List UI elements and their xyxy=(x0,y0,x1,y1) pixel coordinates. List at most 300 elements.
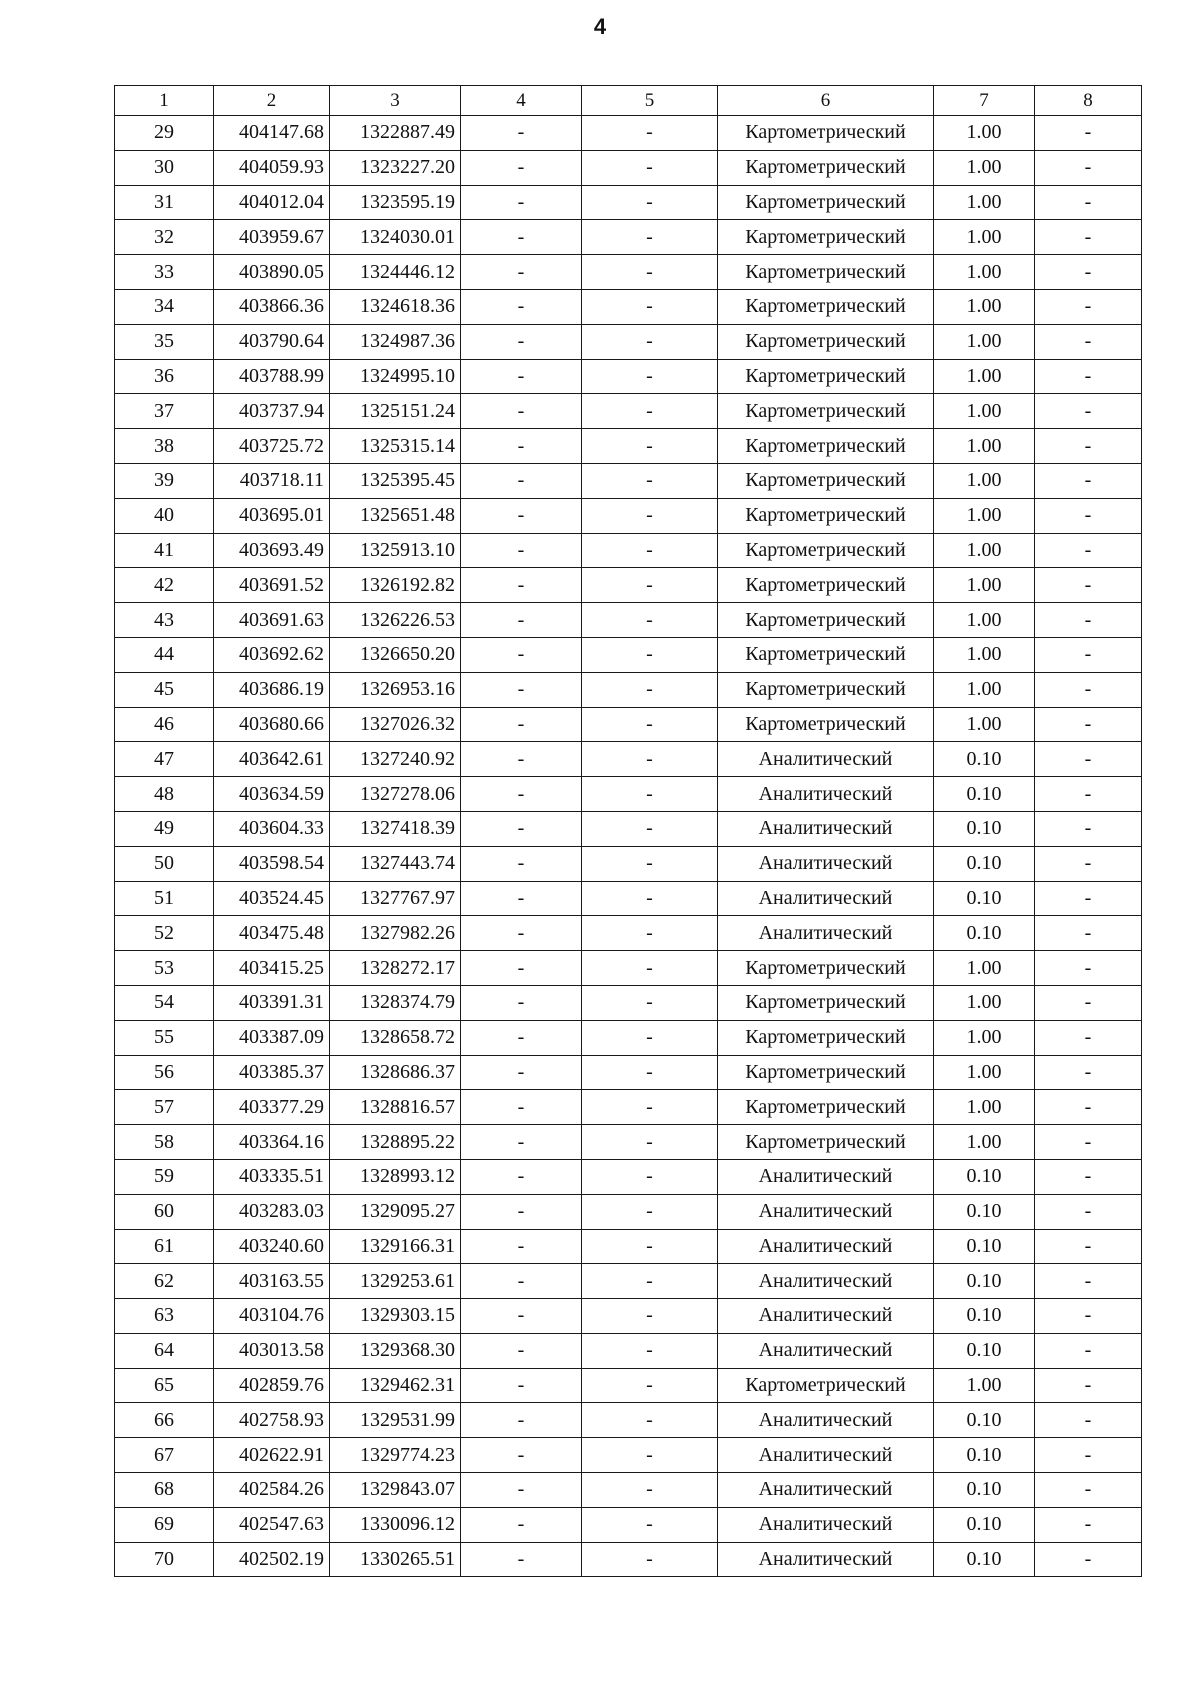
col-4-cell: - xyxy=(461,846,582,881)
accuracy-cell: 1.00 xyxy=(934,255,1035,290)
accuracy-cell: 1.00 xyxy=(934,568,1035,603)
y-coordinate-cell: 1328816.57 xyxy=(330,1090,461,1125)
x-coordinate-cell: 403604.33 xyxy=(214,811,330,846)
table-row xyxy=(115,324,1142,359)
y-coordinate-cell: 1329462.31 xyxy=(330,1368,461,1403)
accuracy-cell: 1.00 xyxy=(934,429,1035,464)
method-cell: Картометрический xyxy=(718,185,934,220)
table-row xyxy=(115,1055,1142,1090)
x-coordinate-cell: 403163.55 xyxy=(214,1264,330,1299)
col-4-cell: - xyxy=(461,185,582,220)
col-5-cell: - xyxy=(582,150,718,185)
page-number: 4 xyxy=(593,14,607,39)
column-header-6: 6 xyxy=(718,86,934,116)
method-cell: Картометрический xyxy=(718,1090,934,1125)
point-number-cell: 37 xyxy=(115,394,214,429)
method-cell: Картометрический xyxy=(718,1125,934,1160)
col-8-cell: - xyxy=(1035,672,1142,707)
y-coordinate-cell: 1328658.72 xyxy=(330,1020,461,1055)
method-cell: Аналитический xyxy=(718,811,934,846)
x-coordinate-cell: 402502.19 xyxy=(214,1542,330,1577)
table-row xyxy=(115,1299,1142,1334)
y-coordinate-cell: 1324995.10 xyxy=(330,359,461,394)
col-4-cell: - xyxy=(461,1403,582,1438)
column-header-7: 7 xyxy=(934,86,1035,116)
col-8-cell: - xyxy=(1035,846,1142,881)
x-coordinate-cell: 403104.76 xyxy=(214,1299,330,1334)
table-row xyxy=(115,463,1142,498)
table-row xyxy=(115,1229,1142,1264)
col-4-cell: - xyxy=(461,394,582,429)
accuracy-cell: 0.10 xyxy=(934,1159,1035,1194)
x-coordinate-cell: 403866.36 xyxy=(214,289,330,324)
col-5-cell: - xyxy=(582,1264,718,1299)
col-8-cell: - xyxy=(1035,1125,1142,1160)
y-coordinate-cell: 1324987.36 xyxy=(330,324,461,359)
x-coordinate-cell: 403695.01 xyxy=(214,498,330,533)
y-coordinate-cell: 1325913.10 xyxy=(330,533,461,568)
accuracy-cell: 1.00 xyxy=(934,1368,1035,1403)
col-4-cell: - xyxy=(461,429,582,464)
x-coordinate-cell: 403680.66 xyxy=(214,707,330,742)
col-5-cell: - xyxy=(582,533,718,568)
accuracy-cell: 1.00 xyxy=(934,603,1035,638)
col-5-cell: - xyxy=(582,672,718,707)
y-coordinate-cell: 1328895.22 xyxy=(330,1125,461,1160)
point-number-cell: 67 xyxy=(115,1438,214,1473)
method-cell: Картометрический xyxy=(718,1020,934,1055)
accuracy-cell: 0.10 xyxy=(934,846,1035,881)
col-4-cell: - xyxy=(461,1159,582,1194)
col-8-cell: - xyxy=(1035,359,1142,394)
point-number-cell: 56 xyxy=(115,1055,214,1090)
col-5-cell: - xyxy=(582,1438,718,1473)
accuracy-cell: 0.10 xyxy=(934,1542,1035,1577)
method-cell: Аналитический xyxy=(718,1264,934,1299)
accuracy-cell: 1.00 xyxy=(934,220,1035,255)
header-row xyxy=(115,86,1142,116)
col-8-cell: - xyxy=(1035,1229,1142,1264)
col-8-cell: - xyxy=(1035,220,1142,255)
table-row xyxy=(115,603,1142,638)
method-cell: Картометрический xyxy=(718,359,934,394)
y-coordinate-cell: 1324030.01 xyxy=(330,220,461,255)
col-5-cell: - xyxy=(582,742,718,777)
y-coordinate-cell: 1328374.79 xyxy=(330,985,461,1020)
table-row xyxy=(115,1020,1142,1055)
point-number-cell: 45 xyxy=(115,672,214,707)
accuracy-cell: 0.10 xyxy=(934,742,1035,777)
col-4-cell: - xyxy=(461,463,582,498)
method-cell: Аналитический xyxy=(718,1194,934,1229)
method-cell: Аналитический xyxy=(718,777,934,812)
point-number-cell: 38 xyxy=(115,429,214,464)
point-number-cell: 51 xyxy=(115,881,214,916)
table-row xyxy=(115,811,1142,846)
point-number-cell: 60 xyxy=(115,1194,214,1229)
accuracy-cell: 0.10 xyxy=(934,777,1035,812)
col-5-cell: - xyxy=(582,1194,718,1229)
table-row xyxy=(115,951,1142,986)
column-header-4: 4 xyxy=(461,86,582,116)
accuracy-cell: 1.00 xyxy=(934,394,1035,429)
y-coordinate-cell: 1327767.97 xyxy=(330,881,461,916)
y-coordinate-cell: 1329303.15 xyxy=(330,1299,461,1334)
col-5-cell: - xyxy=(582,1299,718,1334)
y-coordinate-cell: 1326192.82 xyxy=(330,568,461,603)
point-number-cell: 55 xyxy=(115,1020,214,1055)
table-row xyxy=(115,1125,1142,1160)
col-5-cell: - xyxy=(582,881,718,916)
method-cell: Картометрический xyxy=(718,951,934,986)
y-coordinate-cell: 1328993.12 xyxy=(330,1159,461,1194)
col-5-cell: - xyxy=(582,185,718,220)
y-coordinate-cell: 1328272.17 xyxy=(330,951,461,986)
accuracy-cell: 1.00 xyxy=(934,707,1035,742)
point-number-cell: 30 xyxy=(115,150,214,185)
method-cell: Картометрический xyxy=(718,1055,934,1090)
col-4-cell: - xyxy=(461,1055,582,1090)
table-row xyxy=(115,1403,1142,1438)
x-coordinate-cell: 403790.64 xyxy=(214,324,330,359)
table-row xyxy=(115,1507,1142,1542)
method-cell: Аналитический xyxy=(718,881,934,916)
method-cell: Аналитический xyxy=(718,1473,934,1508)
table-row xyxy=(115,429,1142,464)
y-coordinate-cell: 1329095.27 xyxy=(330,1194,461,1229)
accuracy-cell: 0.10 xyxy=(934,1264,1035,1299)
point-number-cell: 62 xyxy=(115,1264,214,1299)
accuracy-cell: 1.00 xyxy=(934,463,1035,498)
point-number-cell: 42 xyxy=(115,568,214,603)
x-coordinate-cell: 403691.63 xyxy=(214,603,330,638)
accuracy-cell: 1.00 xyxy=(934,985,1035,1020)
table-row xyxy=(115,985,1142,1020)
table-row xyxy=(115,533,1142,568)
x-coordinate-cell: 403725.72 xyxy=(214,429,330,464)
col-8-cell: - xyxy=(1035,1333,1142,1368)
accuracy-cell: 0.10 xyxy=(934,916,1035,951)
table-row xyxy=(115,916,1142,951)
point-number-cell: 53 xyxy=(115,951,214,986)
col-4-cell: - xyxy=(461,1229,582,1264)
column-header-8: 8 xyxy=(1035,86,1142,116)
point-number-cell: 35 xyxy=(115,324,214,359)
method-cell: Картометрический xyxy=(718,429,934,464)
col-8-cell: - xyxy=(1035,1368,1142,1403)
table-row xyxy=(115,394,1142,429)
col-4-cell: - xyxy=(461,255,582,290)
col-4-cell: - xyxy=(461,1299,582,1334)
y-coordinate-cell: 1323227.20 xyxy=(330,150,461,185)
col-4-cell: - xyxy=(461,220,582,255)
col-5-cell: - xyxy=(582,951,718,986)
point-number-cell: 66 xyxy=(115,1403,214,1438)
method-cell: Аналитический xyxy=(718,846,934,881)
accuracy-cell: 1.00 xyxy=(934,150,1035,185)
y-coordinate-cell: 1329253.61 xyxy=(330,1264,461,1299)
col-5-cell: - xyxy=(582,359,718,394)
point-number-cell: 43 xyxy=(115,603,214,638)
x-coordinate-cell: 403692.62 xyxy=(214,637,330,672)
y-coordinate-cell: 1326226.53 xyxy=(330,603,461,638)
col-8-cell: - xyxy=(1035,394,1142,429)
method-cell: Картометрический xyxy=(718,324,934,359)
col-8-cell: - xyxy=(1035,1403,1142,1438)
col-8-cell: - xyxy=(1035,498,1142,533)
x-coordinate-cell: 403335.51 xyxy=(214,1159,330,1194)
method-cell: Аналитический xyxy=(718,1542,934,1577)
method-cell: Картометрический xyxy=(718,672,934,707)
method-cell: Картометрический xyxy=(718,707,934,742)
col-8-cell: - xyxy=(1035,637,1142,672)
method-cell: Аналитический xyxy=(718,1403,934,1438)
method-cell: Аналитический xyxy=(718,742,934,777)
col-5-cell: - xyxy=(582,1403,718,1438)
method-cell: Аналитический xyxy=(718,1299,934,1334)
y-coordinate-cell: 1324446.12 xyxy=(330,255,461,290)
x-coordinate-cell: 403598.54 xyxy=(214,846,330,881)
x-coordinate-cell: 403364.16 xyxy=(214,1125,330,1160)
col-8-cell: - xyxy=(1035,916,1142,951)
col-4-cell: - xyxy=(461,1333,582,1368)
col-8-cell: - xyxy=(1035,289,1142,324)
col-8-cell: - xyxy=(1035,777,1142,812)
y-coordinate-cell: 1329368.30 xyxy=(330,1333,461,1368)
table-row xyxy=(115,185,1142,220)
y-coordinate-cell: 1325151.24 xyxy=(330,394,461,429)
accuracy-cell: 0.10 xyxy=(934,1438,1035,1473)
column-header-2: 2 xyxy=(214,86,330,116)
accuracy-cell: 0.10 xyxy=(934,1473,1035,1508)
accuracy-cell: 1.00 xyxy=(934,1020,1035,1055)
col-5-cell: - xyxy=(582,637,718,672)
method-cell: Аналитический xyxy=(718,1229,934,1264)
y-coordinate-cell: 1329531.99 xyxy=(330,1403,461,1438)
method-cell: Картометрический xyxy=(718,289,934,324)
point-number-cell: 48 xyxy=(115,777,214,812)
table-row xyxy=(115,1194,1142,1229)
col-5-cell: - xyxy=(582,1125,718,1160)
col-8-cell: - xyxy=(1035,1020,1142,1055)
x-coordinate-cell: 402758.93 xyxy=(214,1403,330,1438)
accuracy-cell: 1.00 xyxy=(934,1055,1035,1090)
col-4-cell: - xyxy=(461,1438,582,1473)
col-4-cell: - xyxy=(461,1368,582,1403)
y-coordinate-cell: 1326953.16 xyxy=(330,672,461,707)
col-5-cell: - xyxy=(582,568,718,603)
accuracy-cell: 1.00 xyxy=(934,498,1035,533)
table-header xyxy=(115,86,1142,116)
col-8-cell: - xyxy=(1035,985,1142,1020)
point-number-cell: 58 xyxy=(115,1125,214,1160)
point-number-cell: 39 xyxy=(115,463,214,498)
col-8-cell: - xyxy=(1035,1542,1142,1577)
col-8-cell: - xyxy=(1035,463,1142,498)
col-5-cell: - xyxy=(582,846,718,881)
table-row xyxy=(115,116,1142,151)
col-8-cell: - xyxy=(1035,255,1142,290)
accuracy-cell: 1.00 xyxy=(934,637,1035,672)
method-cell: Аналитический xyxy=(718,1438,934,1473)
x-coordinate-cell: 404012.04 xyxy=(214,185,330,220)
table-body xyxy=(115,116,1142,1577)
point-number-cell: 32 xyxy=(115,220,214,255)
col-5-cell: - xyxy=(582,1020,718,1055)
col-8-cell: - xyxy=(1035,1299,1142,1334)
x-coordinate-cell: 403283.03 xyxy=(214,1194,330,1229)
y-coordinate-cell: 1326650.20 xyxy=(330,637,461,672)
method-cell: Картометрический xyxy=(718,568,934,603)
col-5-cell: - xyxy=(582,1090,718,1125)
col-4-cell: - xyxy=(461,1507,582,1542)
x-coordinate-cell: 402584.26 xyxy=(214,1473,330,1508)
col-5-cell: - xyxy=(582,116,718,151)
x-coordinate-cell: 403890.05 xyxy=(214,255,330,290)
col-4-cell: - xyxy=(461,150,582,185)
col-4-cell: - xyxy=(461,116,582,151)
y-coordinate-cell: 1329166.31 xyxy=(330,1229,461,1264)
col-4-cell: - xyxy=(461,603,582,638)
table-row xyxy=(115,1438,1142,1473)
accuracy-cell: 0.10 xyxy=(934,1299,1035,1334)
coordinates-table xyxy=(114,85,1142,1577)
col-5-cell: - xyxy=(582,220,718,255)
point-number-cell: 64 xyxy=(115,1333,214,1368)
col-8-cell: - xyxy=(1035,1507,1142,1542)
col-8-cell: - xyxy=(1035,185,1142,220)
col-5-cell: - xyxy=(582,1507,718,1542)
x-coordinate-cell: 403642.61 xyxy=(214,742,330,777)
col-4-cell: - xyxy=(461,916,582,951)
table-row xyxy=(115,220,1142,255)
col-4-cell: - xyxy=(461,324,582,359)
col-4-cell: - xyxy=(461,881,582,916)
col-5-cell: - xyxy=(582,707,718,742)
method-cell: Картометрический xyxy=(718,533,934,568)
column-header-1: 1 xyxy=(115,86,214,116)
accuracy-cell: 1.00 xyxy=(934,533,1035,568)
col-8-cell: - xyxy=(1035,533,1142,568)
table-row xyxy=(115,289,1142,324)
x-coordinate-cell: 403415.25 xyxy=(214,951,330,986)
accuracy-cell: 1.00 xyxy=(934,1090,1035,1125)
x-coordinate-cell: 403691.52 xyxy=(214,568,330,603)
col-5-cell: - xyxy=(582,1542,718,1577)
method-cell: Картометрический xyxy=(718,220,934,255)
table-row xyxy=(115,568,1142,603)
point-number-cell: 47 xyxy=(115,742,214,777)
x-coordinate-cell: 403240.60 xyxy=(214,1229,330,1264)
table-row xyxy=(115,498,1142,533)
x-coordinate-cell: 403788.99 xyxy=(214,359,330,394)
x-coordinate-cell: 403377.29 xyxy=(214,1090,330,1125)
col-5-cell: - xyxy=(582,1368,718,1403)
y-coordinate-cell: 1327026.32 xyxy=(330,707,461,742)
col-4-cell: - xyxy=(461,1125,582,1160)
col-4-cell: - xyxy=(461,811,582,846)
point-number-cell: 44 xyxy=(115,637,214,672)
point-number-cell: 52 xyxy=(115,916,214,951)
accuracy-cell: 1.00 xyxy=(934,324,1035,359)
method-cell: Картометрический xyxy=(718,498,934,533)
col-8-cell: - xyxy=(1035,881,1142,916)
accuracy-cell: 0.10 xyxy=(934,1403,1035,1438)
col-4-cell: - xyxy=(461,777,582,812)
table-row xyxy=(115,1473,1142,1508)
method-cell: Аналитический xyxy=(718,1159,934,1194)
col-5-cell: - xyxy=(582,324,718,359)
x-coordinate-cell: 403475.48 xyxy=(214,916,330,951)
table-row xyxy=(115,1333,1142,1368)
point-number-cell: 40 xyxy=(115,498,214,533)
col-5-cell: - xyxy=(582,811,718,846)
col-4-cell: - xyxy=(461,289,582,324)
y-coordinate-cell: 1325651.48 xyxy=(330,498,461,533)
col-5-cell: - xyxy=(582,985,718,1020)
accuracy-cell: 0.10 xyxy=(934,1194,1035,1229)
column-header-3: 3 xyxy=(330,86,461,116)
col-4-cell: - xyxy=(461,1264,582,1299)
y-coordinate-cell: 1330265.51 xyxy=(330,1542,461,1577)
col-4-cell: - xyxy=(461,985,582,1020)
table-row xyxy=(115,150,1142,185)
point-number-cell: 46 xyxy=(115,707,214,742)
accuracy-cell: 1.00 xyxy=(934,185,1035,220)
y-coordinate-cell: 1329774.23 xyxy=(330,1438,461,1473)
x-coordinate-cell: 403737.94 xyxy=(214,394,330,429)
y-coordinate-cell: 1325315.14 xyxy=(330,429,461,464)
col-5-cell: - xyxy=(582,1229,718,1264)
column-header-5: 5 xyxy=(582,86,718,116)
col-4-cell: - xyxy=(461,1020,582,1055)
col-4-cell: - xyxy=(461,1473,582,1508)
x-coordinate-cell: 402547.63 xyxy=(214,1507,330,1542)
accuracy-cell: 0.10 xyxy=(934,881,1035,916)
col-5-cell: - xyxy=(582,603,718,638)
table-row xyxy=(115,1159,1142,1194)
point-number-cell: 54 xyxy=(115,985,214,1020)
point-number-cell: 50 xyxy=(115,846,214,881)
accuracy-cell: 1.00 xyxy=(934,116,1035,151)
table-row xyxy=(115,672,1142,707)
y-coordinate-cell: 1327443.74 xyxy=(330,846,461,881)
col-4-cell: - xyxy=(461,1194,582,1229)
col-5-cell: - xyxy=(582,394,718,429)
col-8-cell: - xyxy=(1035,1473,1142,1508)
table-row xyxy=(115,1090,1142,1125)
x-coordinate-cell: 403634.59 xyxy=(214,777,330,812)
y-coordinate-cell: 1330096.12 xyxy=(330,1507,461,1542)
x-coordinate-cell: 403013.58 xyxy=(214,1333,330,1368)
col-8-cell: - xyxy=(1035,1438,1142,1473)
col-5-cell: - xyxy=(582,1055,718,1090)
x-coordinate-cell: 403385.37 xyxy=(214,1055,330,1090)
col-4-cell: - xyxy=(461,1542,582,1577)
method-cell: Картометрический xyxy=(718,116,934,151)
x-coordinate-cell: 402859.76 xyxy=(214,1368,330,1403)
table-row xyxy=(115,881,1142,916)
table-row xyxy=(115,846,1142,881)
col-8-cell: - xyxy=(1035,1090,1142,1125)
col-5-cell: - xyxy=(582,429,718,464)
col-8-cell: - xyxy=(1035,1264,1142,1299)
col-5-cell: - xyxy=(582,1473,718,1508)
y-coordinate-cell: 1328686.37 xyxy=(330,1055,461,1090)
col-4-cell: - xyxy=(461,359,582,394)
table-row xyxy=(115,359,1142,394)
col-5-cell: - xyxy=(582,916,718,951)
